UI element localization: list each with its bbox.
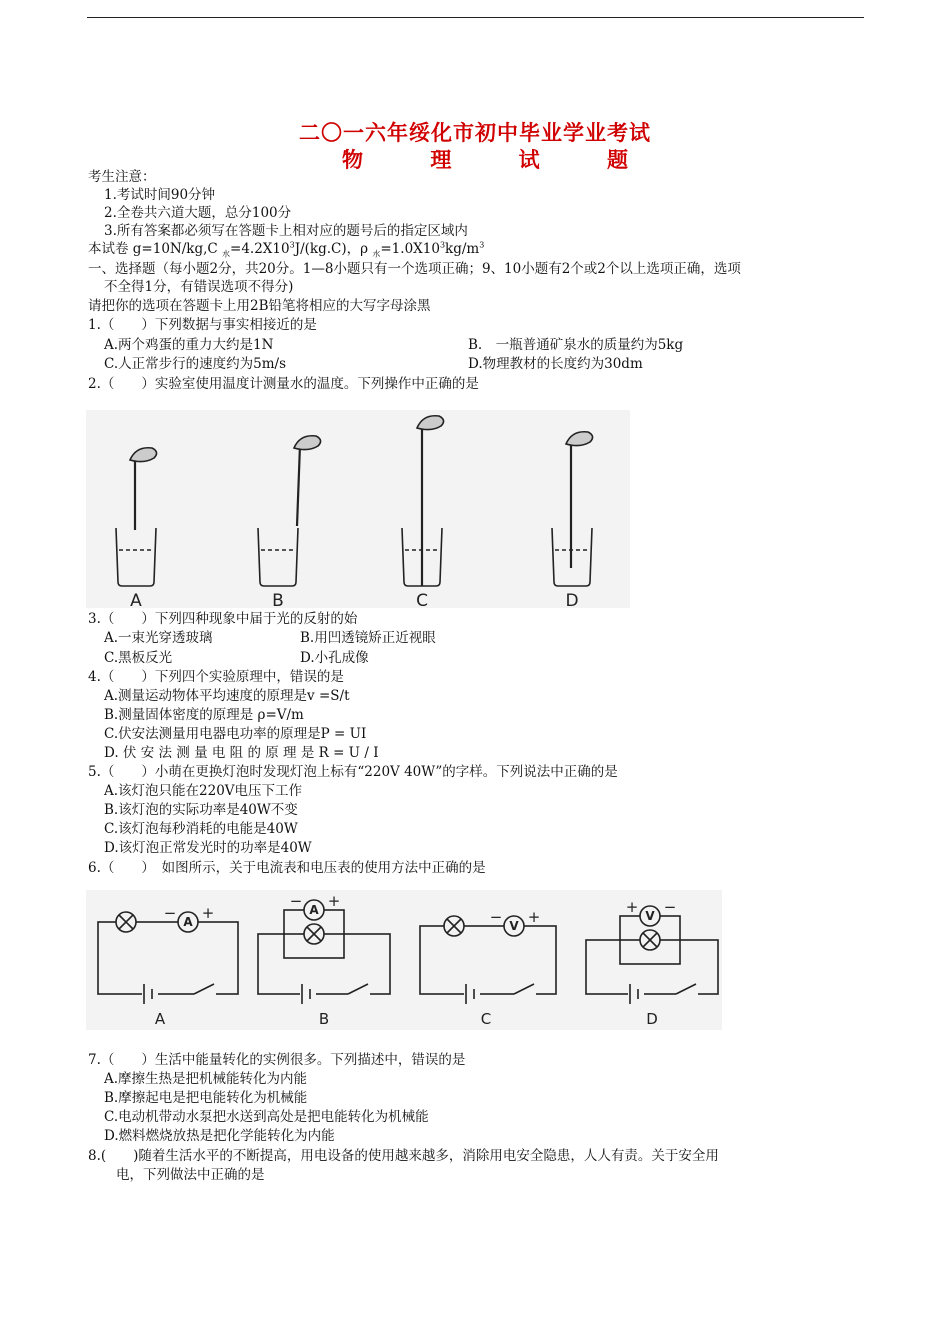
q6-stem: 6.（ ） 如图所示，关于电流表和电压表的使用方法中正确的是 <box>88 860 486 876</box>
plus-sign: + <box>625 898 639 916</box>
q4-option-a: A.测量运动物体平均速度的原理是v =S/t <box>104 688 350 704</box>
notice-heading: 考生注意： <box>88 169 156 185</box>
q2-stem: 2.（ ）实验室使用温度计测量水的温度。下列操作中正确的是 <box>88 376 479 392</box>
figure-label: D <box>646 1010 658 1028</box>
minus-sign: − <box>289 892 303 910</box>
figure-label: B <box>272 591 284 608</box>
circuit-b <box>258 900 390 1004</box>
plus-sign: + <box>201 904 215 922</box>
plus-sign: + <box>527 908 541 926</box>
q7-stem: 7.（ ）生活中能量转化的实例很多。下列描述中，错误的是 <box>88 1052 466 1068</box>
q4-stem: 4.（ ）下列四个实验原理中，错误的是 <box>88 669 344 685</box>
thermometer-figure <box>86 410 630 608</box>
q1-option-b: B. 一瓶普通矿泉水的质量约为5kg <box>468 337 684 353</box>
exam-subtitle: 物 理 试 题 <box>342 148 658 172</box>
figure-label: D <box>565 591 579 608</box>
q5-option-a: A.该灯泡只能在220V电压下工作 <box>104 783 303 799</box>
section-heading-cont: 不全得1分，有错误选项不得分) <box>104 279 294 295</box>
q3-option-b: B.用凹透镜矫正近视眼 <box>300 630 436 646</box>
exam-title: 二〇一六年绥化市初中毕业学业考试 <box>299 121 651 145</box>
minus-sign: − <box>163 904 177 922</box>
q5-option-b: B.该灯泡的实际功率是40W不变 <box>104 802 298 818</box>
circuit-figure-svg <box>86 890 722 1030</box>
q7-option-a: A.摩擦生热是把机械能转化为内能 <box>104 1071 308 1087</box>
top-rule <box>87 17 864 18</box>
q3-option-a: A.一束光穿透玻璃 <box>104 630 213 646</box>
q4-option-b: B.测量固体密度的原理是 ρ=V/m <box>104 707 304 723</box>
minus-sign: − <box>489 908 503 926</box>
q1-option-c: C.人正常步行的速度约为5m/s <box>104 356 287 372</box>
circuit-c <box>420 916 556 1004</box>
thermometer-setup-c <box>402 416 444 586</box>
section-instruction: 请把你的选项在答题卡上用2B铅笔将相应的大写字母涂黑 <box>88 298 431 314</box>
q1-option-d: D.物理教材的长度约为30dm <box>468 356 643 372</box>
ammeter-symbol: A <box>309 903 319 917</box>
thermometer-setup-b <box>258 436 321 586</box>
notice-item: 2.全卷共六道大题，总分100分 <box>104 205 292 221</box>
q1-option-a: A.两个鸡蛋的重力大约是1N <box>104 337 274 353</box>
q8-stem-cont: 电，下列做法中正确的是 <box>116 1167 265 1183</box>
q5-stem: 5.（ ）小萌在更换灯泡时发现灯泡上标有“220V 40W”的字样。下列说法中正确的是 <box>88 764 618 780</box>
thermometer-figure-svg <box>86 410 630 608</box>
q8-stem: 8.( )随着生活水平的不断提高，用电设备的使用越来越多，消除用电安全隐患，人人有责。关于安全用 <box>88 1148 719 1164</box>
figure-label: C <box>416 591 428 608</box>
figure-label: A <box>154 1010 166 1028</box>
notice-item: 3.所有答案都必须写在答题卡上相对应的题号后的指定区域内 <box>104 223 468 239</box>
q1-stem: 1.（ ）下列数据与事实相接近的是 <box>88 317 317 333</box>
thermometer-setup-d <box>552 432 593 586</box>
q7-option-c: C.电动机带动水泵把水送到高处是把电能转化为机械能 <box>104 1109 429 1125</box>
ammeter-symbol: A <box>183 915 193 929</box>
circuit-figure <box>86 890 722 1030</box>
plus-sign: + <box>327 892 341 910</box>
circuit-a <box>98 912 238 1004</box>
q3-stem: 3.（ ）下列四种现象中届于光的反射的始 <box>88 611 358 627</box>
q4-option-c: C.伏安法测量用电器电功率的原理是P = UI <box>104 726 367 742</box>
thermometer-setup-a <box>116 448 157 586</box>
figure-label: A <box>130 591 142 608</box>
minus-sign: − <box>663 898 677 916</box>
q7-option-b: B.摩擦起电是把电能转化为机械能 <box>104 1090 308 1106</box>
constants-line: 本试卷 g=10N/kg,C $_水=4.2X10^3J/(kg.C)$，ρ $_水=1.0X10^3kg/m^3$ <box>88 240 485 259</box>
figure-label: B <box>318 1010 330 1028</box>
q7-option-d: D.燃料燃烧放热是把化学能转化为内能 <box>104 1128 335 1144</box>
q4-option-d: D. 伏 安 法 测 量 电 阻 的 原 理 是 R = U / I <box>104 745 379 761</box>
voltmeter-symbol: V <box>645 909 655 923</box>
q3-option-d: D.小孔成像 <box>300 650 369 666</box>
notice-item: 1.考试时间90分钟 <box>104 187 216 203</box>
q3-option-c: C.黑板反光 <box>104 650 173 666</box>
section-heading: 一、选择题（每小题2分，共20分。1—8小题只有一个选项正确；9、10小题有2个或2个以上选项正确，选项 <box>88 261 741 277</box>
q5-option-c: C.该灯泡每秒消耗的电能是40W <box>104 821 298 837</box>
voltmeter-symbol: V <box>509 919 519 933</box>
q5-option-d: D.该灯泡正常发光时的功率是40W <box>104 840 312 856</box>
figure-label: C <box>480 1010 492 1028</box>
